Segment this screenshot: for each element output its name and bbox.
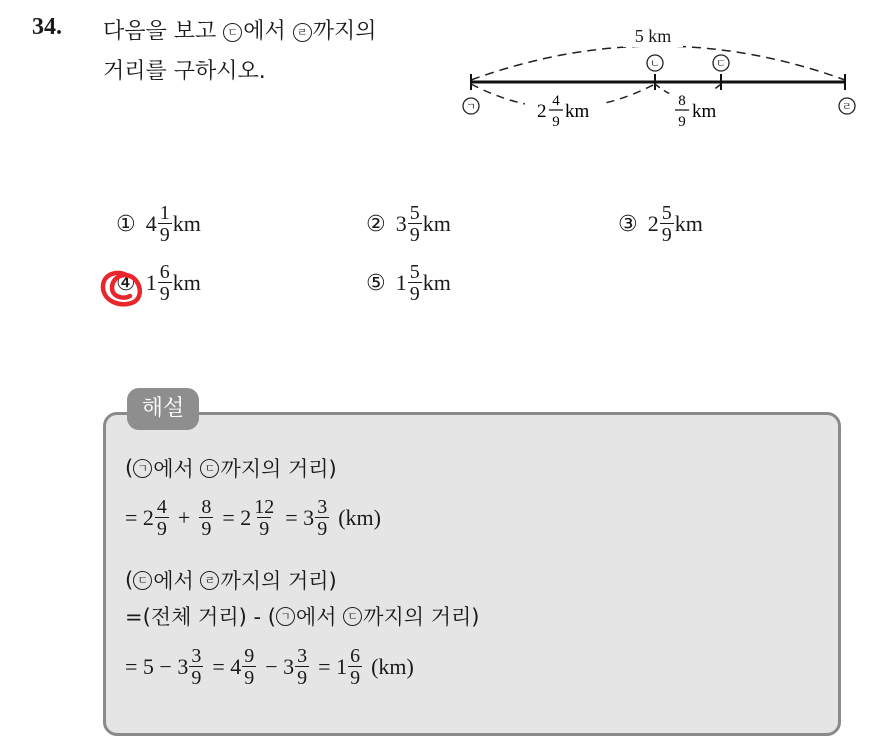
choice-2-whole: 3 bbox=[395, 211, 407, 236]
l5-f1-num: 3 bbox=[191, 645, 202, 667]
point-d-symbol: ㄹ bbox=[293, 23, 312, 42]
l3-rest: 까지의 거리) bbox=[220, 569, 337, 593]
l5-f3-den: 9 bbox=[297, 667, 308, 689]
l2-eq3: = 3 bbox=[285, 505, 315, 530]
seg2-den: 9 bbox=[678, 114, 686, 130]
choice-5[interactable] bbox=[366, 262, 451, 304]
choice-1-whole: 4 bbox=[145, 211, 157, 236]
point-b bbox=[647, 55, 663, 71]
l5-f4-den: 9 bbox=[350, 667, 361, 689]
l1-point-b: ㄷ bbox=[200, 459, 219, 478]
l4-point-a: ㄱ bbox=[276, 607, 295, 626]
choice-3-unit: km bbox=[674, 211, 703, 236]
l5-f1-den: 9 bbox=[191, 667, 202, 689]
l2-f3-den: 9 bbox=[259, 518, 270, 540]
total-label: 5 km bbox=[634, 26, 672, 46]
point-b-label: ㄴ bbox=[650, 59, 660, 70]
explanation-line-5 bbox=[125, 646, 414, 688]
l4-point-b: ㄷ bbox=[343, 607, 362, 626]
point-d-label: ㄹ bbox=[842, 102, 852, 113]
choice-1-fraction bbox=[158, 203, 172, 245]
point-c-label: ㄷ bbox=[716, 59, 726, 70]
choice-4-whole: 1 bbox=[145, 270, 157, 295]
choice-1-unit: km bbox=[172, 211, 201, 236]
choice-5-mark: ⑤ bbox=[366, 270, 386, 296]
l1-rest: 까지의 거리) bbox=[220, 457, 337, 481]
choice-3-mark: ③ bbox=[618, 211, 638, 237]
question-text-c: 까지의 bbox=[312, 19, 377, 44]
choice-1-num: 1 bbox=[159, 202, 170, 224]
l2-f4-num: 3 bbox=[317, 496, 328, 518]
choice-5-num: 5 bbox=[409, 261, 420, 283]
l4-text: =(전체 거리) - ( bbox=[125, 605, 276, 629]
question-text-a: 다음을 보고 bbox=[103, 19, 224, 44]
question-number: 34. bbox=[32, 14, 62, 40]
choice-4-den: 9 bbox=[159, 283, 170, 305]
l2-f4-den: 9 bbox=[317, 518, 328, 540]
seg1-num: 4 bbox=[552, 93, 560, 109]
distance-diagram bbox=[455, 22, 865, 142]
question-text-b: 에서 bbox=[243, 19, 293, 44]
l5-f2-num: 9 bbox=[244, 645, 255, 667]
seg2-unit: km bbox=[692, 101, 717, 122]
question-line-2: 거리를 구하시오. bbox=[103, 59, 266, 84]
l2-frac-1 bbox=[155, 497, 169, 539]
choice-1-den: 9 bbox=[159, 224, 170, 246]
point-c-symbol: ㄷ bbox=[223, 23, 242, 42]
l4-rest: 까지의 거리) bbox=[363, 605, 480, 629]
answer-circle-mark bbox=[98, 266, 148, 310]
seg1-den: 9 bbox=[552, 114, 560, 130]
l2-eq: = 2 bbox=[125, 505, 154, 530]
choice-5-whole: 1 bbox=[395, 270, 407, 295]
point-c bbox=[713, 55, 729, 71]
choice-1[interactable] bbox=[116, 203, 201, 245]
choice-1-mark: ① bbox=[116, 211, 136, 237]
choice-5-fraction bbox=[408, 262, 422, 304]
choice-2[interactable] bbox=[366, 203, 451, 245]
explanation-line-3 bbox=[125, 565, 337, 595]
seg2-num: 8 bbox=[678, 93, 686, 109]
l4-mid: 에서 bbox=[295, 605, 344, 629]
l2-plus: + bbox=[177, 505, 191, 530]
point-a bbox=[463, 98, 479, 114]
choice-5-den: 9 bbox=[409, 283, 420, 305]
choice-3-num: 5 bbox=[661, 202, 672, 224]
l1-open: ( bbox=[125, 456, 134, 480]
point-a-label: ㄱ bbox=[466, 102, 476, 113]
l3-point-b: ㄹ bbox=[200, 571, 219, 590]
choice-4-mark: ④ bbox=[116, 270, 136, 296]
l5-f2-den: 9 bbox=[244, 667, 255, 689]
l2-f2-den: 9 bbox=[201, 518, 212, 540]
l2-eq2: = 2 bbox=[222, 505, 252, 530]
choice-4-num: 6 bbox=[159, 261, 170, 283]
choice-3-fraction bbox=[660, 203, 674, 245]
choice-2-unit: km bbox=[422, 211, 451, 236]
explanation-line-1 bbox=[125, 453, 337, 483]
l5-unit: (km) bbox=[371, 654, 414, 679]
l5-eq2: = 4 bbox=[212, 654, 242, 679]
l5-f3-num: 3 bbox=[297, 645, 308, 667]
l5-frac-3 bbox=[295, 646, 309, 688]
choice-2-den: 9 bbox=[409, 224, 420, 246]
l2-f2-num: 8 bbox=[201, 496, 212, 518]
l3-point-a: ㄷ bbox=[133, 571, 152, 590]
explanation-line-2 bbox=[125, 497, 381, 539]
explanation-line-4 bbox=[125, 601, 479, 631]
l1-mid: 에서 bbox=[153, 457, 201, 481]
seg1-whole: 2 bbox=[537, 101, 547, 122]
l5-frac-4 bbox=[348, 646, 362, 688]
l2-frac-3 bbox=[252, 497, 276, 539]
l3-mid: 에서 bbox=[153, 569, 201, 593]
explanation-tab: 해설 bbox=[127, 388, 199, 430]
l2-unit: (km) bbox=[338, 505, 381, 530]
point-d bbox=[839, 98, 855, 114]
l2-frac-4 bbox=[315, 497, 329, 539]
l5-eq: = 5 − 3 bbox=[125, 654, 189, 679]
l2-frac-2 bbox=[199, 497, 213, 539]
l5-f4-num: 6 bbox=[350, 645, 361, 667]
choice-2-fraction bbox=[408, 203, 422, 245]
l3-open: ( bbox=[125, 568, 134, 592]
choice-2-mark: ② bbox=[366, 211, 386, 237]
choice-2-num: 5 bbox=[409, 202, 420, 224]
choice-5-unit: km bbox=[422, 270, 451, 295]
l1-point-a: ㄱ bbox=[133, 459, 152, 478]
l2-f1-den: 9 bbox=[156, 518, 167, 540]
seg1-unit: km bbox=[565, 101, 590, 122]
choice-4-unit: km bbox=[172, 270, 201, 295]
l2-f1-num: 4 bbox=[156, 496, 167, 518]
l2-f3-num: 12 bbox=[254, 496, 275, 518]
question-line-1 bbox=[103, 14, 377, 45]
choice-3[interactable] bbox=[618, 203, 703, 245]
l5-eq3: = 1 bbox=[318, 654, 348, 679]
choice-3-den: 9 bbox=[661, 224, 672, 246]
l5-frac-2 bbox=[242, 646, 256, 688]
l5-frac-1 bbox=[189, 646, 203, 688]
l5-minus: − 3 bbox=[265, 654, 295, 679]
choice-3-whole: 2 bbox=[647, 211, 659, 236]
choice-4-fraction bbox=[158, 262, 172, 304]
